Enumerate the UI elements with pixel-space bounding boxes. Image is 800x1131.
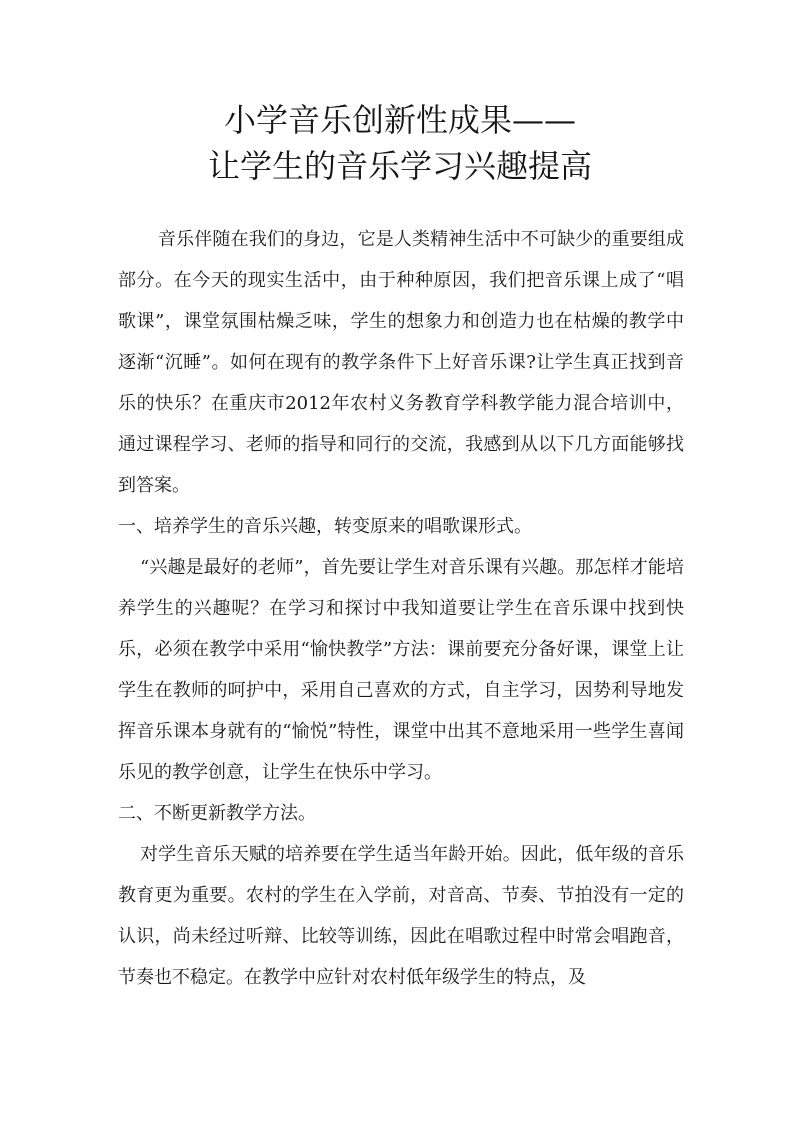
document-title-line-1: 小学音乐创新性成果—— — [223, 101, 576, 139]
section-2-paragraph: 对学生音乐天赋的培养要在学生适当年龄开始。因此，低年级的音乐教育更为重要。农村的学生在入学前，对音高、节奏、节拍没有一定的认识，尚未经过听辩、比较等训练，因此在唱歌过程中时常会唱跑音，节奏也不稳定。在教学中应针对农村低年级学生的特点，及 — [118, 844, 684, 988]
intro-paragraph: 音乐伴随在我们的身边，它是人类精神生活中不可缺少的重要组成部分。在今天的现实生活中，由于种种原因，我们把音乐课上成了“唱歌课”，课堂氛围枯燥乏味，学生的想象力和创造力也在枯燥的教学中逐渐“沉睡”。如何在现有的教学条件下上好音乐课?让学生真正找到音乐的快乐？在重庆市2012年农村义务教育学科教学能力混合培训中，通过课程学习、老师的指导和同行的交流，我感到从以下几方面能够找到答案。 — [118, 229, 684, 496]
section-heading-1: 一、培养学生的音乐兴趣，转变原来的唱歌课形式。 — [118, 516, 532, 537]
section-heading-2: 二、不断更新教学方法。 — [118, 803, 316, 824]
document-body — [118, 219, 684, 998]
document-title-line-2: 让学生的音乐学习兴趣提高 — [207, 147, 592, 185]
section-1-paragraph: “兴趣是最好的老师”，首先要让学生对音乐课有兴趣。那怎样才能培养学生的兴趣呢？在学习和探讨中我知道要让学生在音乐课中找到快乐，必须在教学中采用“愉快教学”方法：课前要充分备好课，课堂上让学生在教师的呵护中，采用自己喜欢的方式，自主学习，因势利导地发挥音乐课本身就有的“愉悦”特性，课堂中出其不意地采用一些学生喜闻乐见的教学创意，让学生在快乐中学习。 — [118, 557, 684, 783]
